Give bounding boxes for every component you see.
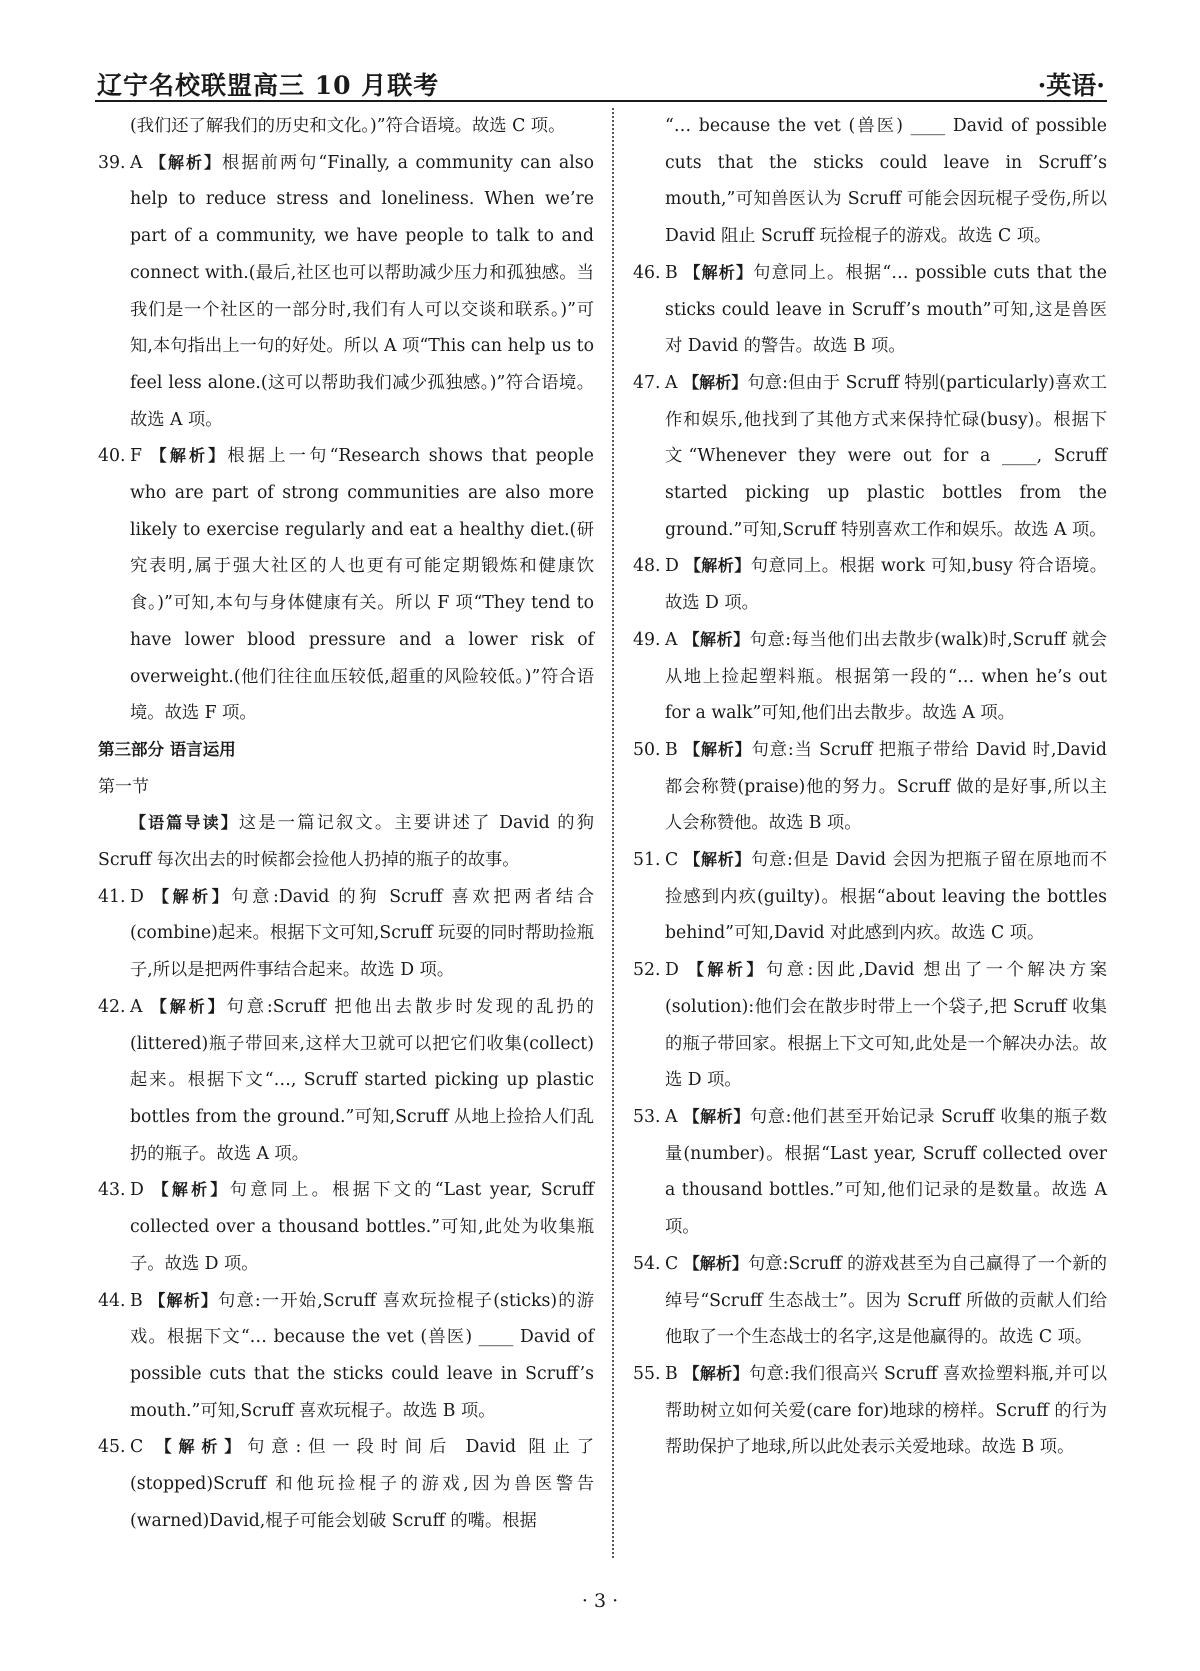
analysis-tag: 【解析】 <box>149 152 222 172</box>
answer-43 <box>98 1172 594 1282</box>
analysis-text: 句意:当 Scruff 把瓶子带给 David 时,David 都会称赞(praise)他的努力。Scruff 做的是好事,所以主人会称赞他。故选 B 项。 <box>665 739 1107 834</box>
question-number: 43. <box>98 1180 126 1201</box>
answer-39 <box>98 145 594 439</box>
analysis-tag: 【解析】 <box>684 556 751 576</box>
analysis-tag: 【解析】 <box>150 996 227 1016</box>
analysis-text: 句意:Scruff 把他出去散步时发现的乱扔的(littered)瓶子带回来,这样大卫就可以把它们收集(collect)起来。根据下文“…, Scruff started picking up plastic bottles from the ground.”可知,Scruff 从地上捡拾人们乱扔的瓶子。故选 A 项。 <box>130 996 594 1164</box>
answer-49 <box>633 622 1107 732</box>
answer-letter: A <box>665 1106 684 1127</box>
subsection-heading: 第一节 <box>98 776 149 797</box>
answer-letter: A <box>130 152 150 173</box>
answer-45 <box>98 1429 594 1539</box>
analysis-text: 句意:Scruff 的游戏甚至为自己赢得了一个新的绰号“Scruff 生态战士”。因为 Scruff 所做的贡献人们给他取了一个生态战士的名字,这是他赢得的。故选 C 项。 <box>665 1253 1107 1348</box>
question-number: 42. <box>98 996 126 1017</box>
question-number: 52. <box>633 960 661 981</box>
answer-50 <box>633 732 1107 842</box>
page-number: · 3 · <box>581 1590 619 1612</box>
analysis-tag: 【解析】 <box>152 886 232 906</box>
question-number: 47. <box>633 372 661 393</box>
analysis-tag: 【解析】 <box>684 262 754 282</box>
analysis-tag: 【解析】 <box>149 1290 219 1310</box>
question-number: 51. <box>633 850 661 871</box>
answer-40 <box>98 438 594 732</box>
answer-53 <box>633 1099 1107 1246</box>
right-column <box>633 108 1107 1466</box>
section-heading: 第三部分 语言运用 <box>98 739 236 759</box>
analysis-tag: 【解析】 <box>683 1253 748 1273</box>
answer-letter: B <box>130 1290 150 1311</box>
answer-55 <box>633 1356 1107 1466</box>
answer-letter: C <box>665 850 685 871</box>
question-number: 53. <box>633 1106 661 1127</box>
answer-41 <box>98 879 594 989</box>
analysis-tag: 【解析】 <box>684 739 752 759</box>
answer-letter: D <box>665 556 685 577</box>
intro-tag: 【语篇导读】 <box>130 813 239 833</box>
question-number: 41. <box>98 886 126 907</box>
analysis-text: 句意同上。根据下文的“Last year, Scruff collected over a thousand bottles.”可知,此处为收集瓶子。故选 D 项。 <box>130 1180 594 1274</box>
answer-letter: C <box>130 1437 156 1458</box>
left-column <box>98 108 594 1539</box>
analysis-tag: 【解析】 <box>683 1363 749 1383</box>
answer-letter: D <box>130 886 153 907</box>
answer-48 <box>633 548 1107 621</box>
answer-52 <box>633 952 1107 1099</box>
analysis-tag: 【解析】 <box>152 1180 230 1200</box>
answer-letter: A <box>665 372 684 393</box>
question-number: 55. <box>633 1363 661 1384</box>
analysis-tag: 【解析】 <box>683 372 748 392</box>
analysis-tag: 【解析】 <box>683 629 750 649</box>
answer-continuation-45: “… because the vet (兽医) ____ David of possible cuts that the sticks could leave in Scruff’s mouth,”可知兽医认为 Scruff 可能会因玩棍子受伤,所以 David 阻止 Scruff 玩捡棍子的游戏。故选 C 项。 <box>665 116 1107 247</box>
answer-letter: A <box>130 996 151 1017</box>
analysis-tag: 【解析】 <box>683 1106 750 1126</box>
analysis-tag: 【解析】 <box>687 960 766 980</box>
subject-label: ·英语· <box>1037 71 1105 100</box>
analysis-text: 句意:但由于 Scruff 特别(particularly)喜欢工作和娱乐,他找到了其他方式来保持忙碌(busy)。根据下文“Whenever they were out for a ____, Scruff started picking up plastic bottles from the ground.”可知,Scruff 特别喜欢工作和娱乐。故选 A 项。 <box>665 372 1107 540</box>
analysis-tag: 【解析】 <box>684 850 752 870</box>
analysis-text: 句意:因此,David 想出了一个解决方案(solution):他们会在散步时带上一个袋子,把 Scruff 收集的瓶子带回家。根据上下文可知,此处是一个解决办法。故选 D 项。 <box>665 960 1107 1091</box>
question-number: 44. <box>98 1290 126 1311</box>
answer-42 <box>98 989 594 1173</box>
analysis-tag: 【解析】 <box>150 446 228 466</box>
question-number: 40. <box>98 446 126 467</box>
answer-letter: F <box>130 446 151 467</box>
analysis-text: 句意:但一段时间后 David 阻止了(stopped)Scruff 和他玩捡棍子的游戏,因为兽医警告(warned)David,棍子可能会划破 Scruff 的嘴。根据 <box>130 1437 594 1531</box>
analysis-text: 句意:每当他们出去散步(walk)时,Scruff 就会从地上捡起塑料瓶。根据第一段的“… when he’s out for a walk”可知,他们出去散步。故选 A 项。 <box>665 629 1107 724</box>
answer-letter: A <box>665 629 684 650</box>
answer-letter: C <box>665 1253 684 1274</box>
column-divider <box>612 108 614 1558</box>
answer-47 <box>633 365 1107 549</box>
question-number: 45. <box>98 1437 126 1458</box>
question-number: 54. <box>633 1253 661 1274</box>
intro-text: 这是一篇记叙文。主要讲述了 David 的狗 Scruff 每次出去的时候都会捡他人扔掉的瓶子的故事。 <box>98 813 594 871</box>
analysis-text: 根据上一句“Research shows that people who are part of strong communities are also more likely to exercise regularly and eat a healthy diet.(研究表明,属于强大社区的人也更有可能定期锻炼和健康饮食。)”可知,本句与身体健康有关。所以 F 项“They tend to have lower blood pressure and a lower risk of overweight.(他们往往血压较低,超重的风险较低。)”符合语境。故选 F 项。 <box>130 446 594 724</box>
analysis-text: 句意:但是 David 会因为把瓶子留在原地而不捡感到内疚(guilty)。根据“about leaving the bottles behind”可知,David 对此感到内疚。故选 C 项。 <box>665 850 1107 944</box>
analysis-tag: 【解析】 <box>155 1437 248 1457</box>
question-number: 46. <box>633 262 661 283</box>
answer-letter: D <box>665 960 688 981</box>
answer-letter: B <box>665 739 685 760</box>
analysis-text: 句意:David 的狗 Scruff 喜欢把两者结合(combine)起来。根据下文可知,Scruff 玩耍的同时帮助捡瓶子,所以是把两件事结合起来。故选 D 项。 <box>130 886 594 981</box>
question-number: 39. <box>98 152 126 173</box>
answer-letter: B <box>665 262 685 283</box>
answer-54 <box>633 1246 1107 1356</box>
answer-51 <box>633 842 1107 952</box>
answer-letter: D <box>130 1180 153 1201</box>
answer-letter: B <box>665 1363 684 1384</box>
analysis-text: 句意同上。根据 work 可知,busy 符合语境。故选 D 项。 <box>665 556 1107 614</box>
passage-intro <box>98 805 594 878</box>
analysis-text: 句意:我们很高兴 Scruff 喜欢捡塑料瓶,并可以帮助树立如何关爱(care for)地球的榜样。Scruff 的行为帮助保护了地球,所以此处表示关爱地球。故选 B 项。 <box>665 1363 1107 1458</box>
analysis-text: 根据前两句“Finally, a community can also help to reduce stress and loneliness. When we’re part of a community, we have people to talk to and connect with.(最后,社区也可以帮助减少压力和孤独感。当我们是一个社区的一部分时,我们有人可以交谈和联系。)”可知,本句指出上一句的好处。所以 A 项“This can help us to feel less alone.(这可以帮助我们减少孤独感。)”符合语境。故选 A 项。 <box>130 152 594 430</box>
question-number: 49. <box>633 629 661 650</box>
exam-title: 辽宁名校联盟高三 10 月联考 <box>97 71 440 100</box>
analysis-text: 句意同上。根据“… possible cuts that the sticks could leave in Scruff’s mouth”可知,这是兽医对 David 的警告。故选 B 项。 <box>665 262 1107 357</box>
question-number: 50. <box>633 739 661 760</box>
analysis-text: 句意:他们甚至开始记录 Scruff 收集的瓶子数量(number)。根据“Last year, Scruff collected over a thousand bottles.”可知,他们记录的是数量。故选 A 项。 <box>665 1106 1107 1238</box>
page-header <box>95 60 1107 102</box>
answer-continuation-38: (我们还了解我们的历史和文化。)”符合语境。故选 C 项。 <box>130 116 566 136</box>
question-number: 48. <box>633 556 661 577</box>
analysis-text: 句意:一开始,Scruff 喜欢玩捡棍子(sticks)的游戏。根据下文“… because the vet (兽医) ____ David of possible cuts that the sticks could leave in Scruff’s mouth.”可知,Scruff 喜欢玩棍子。故选 B 项。 <box>130 1290 594 1421</box>
answer-46 <box>633 255 1107 365</box>
answer-44 <box>98 1283 594 1430</box>
